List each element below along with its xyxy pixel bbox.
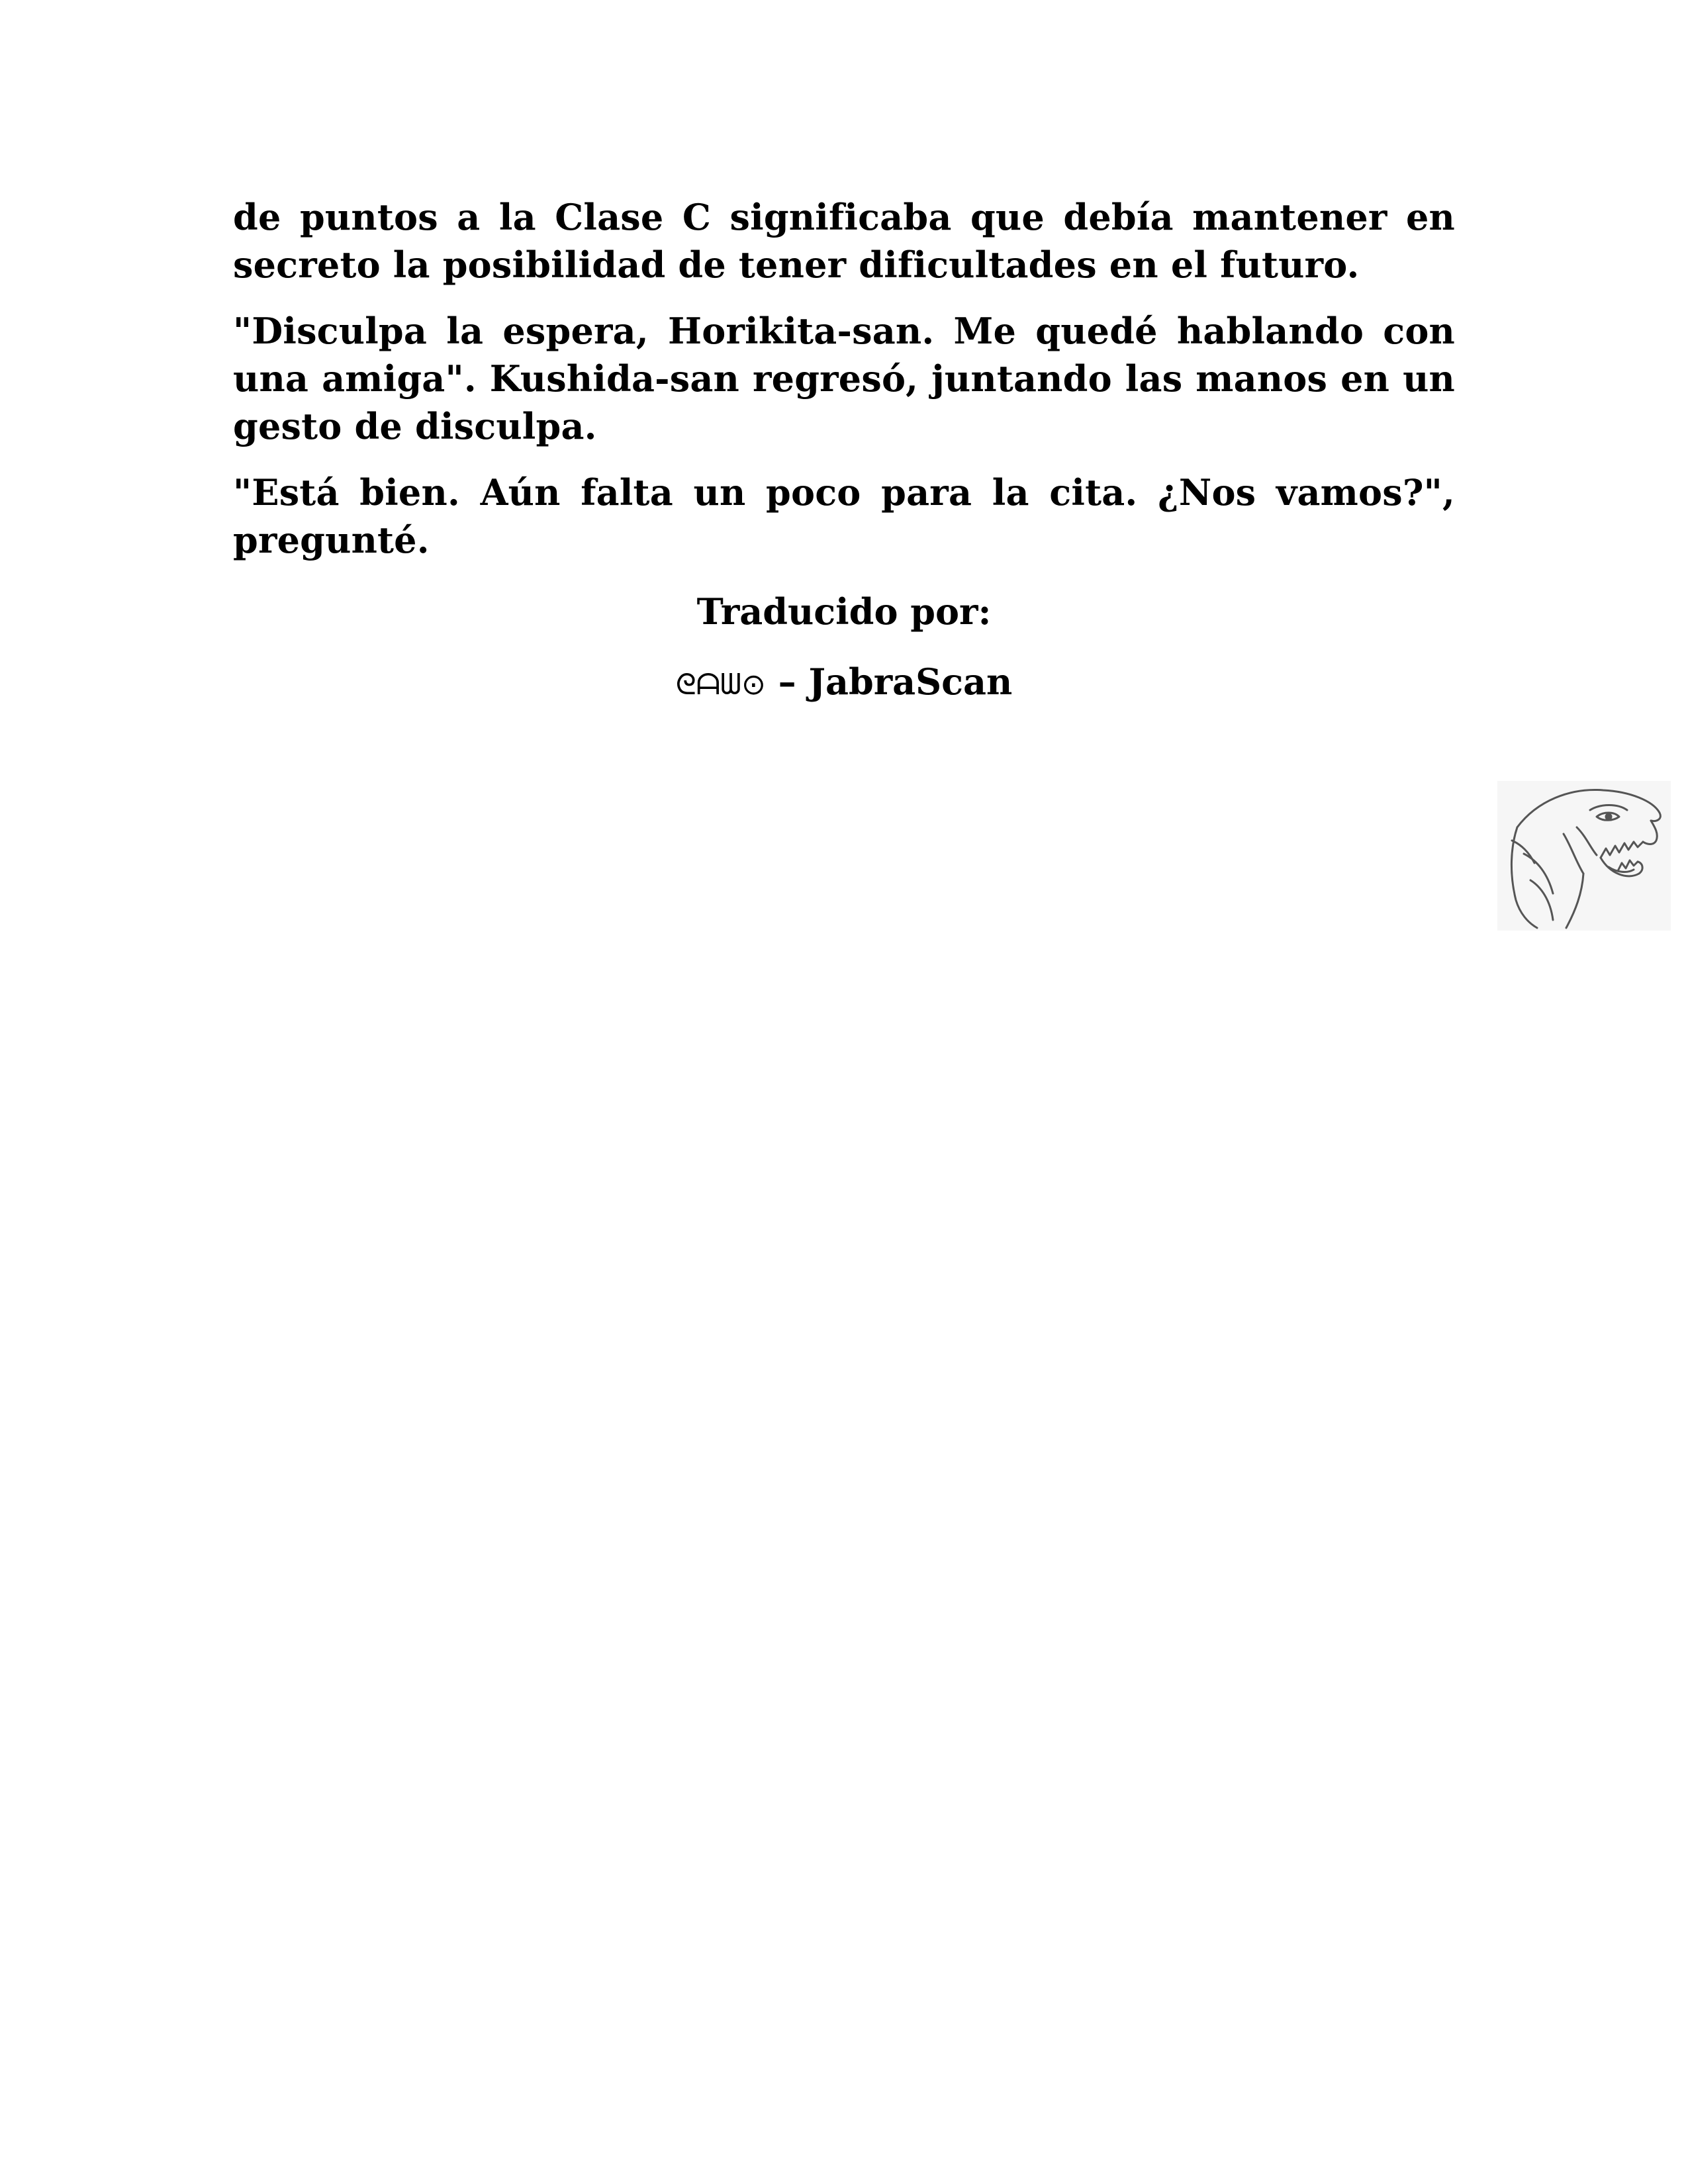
body-text [233,193,1455,582]
credits-name [233,658,1455,709]
dinosaur-head-icon [1497,781,1671,931]
paragraph: de puntos a la Clase C significaba que debía mantener en secreto la posibilidad de tener dificultades en el futuro. [233,196,1455,286]
translator-signature: ᘓᗩᗯ⊙ [675,668,766,702]
paragraph: "Disculpa la espera, Horikita-san. Me quedé hablando con una amiga". Kushida-san regresó, juntando las manos en un gesto de disculpa. [233,310,1455,447]
credits-separator: – [765,660,809,703]
scan-group-name: JabraScan [808,660,1013,703]
translation-credits [233,588,1455,709]
paragraph: "Está bien. Aún falta un poco para la cita. ¿Nos vamos?", pregunté. [233,471,1455,561]
credits-label: Traducido por: [696,590,992,633]
